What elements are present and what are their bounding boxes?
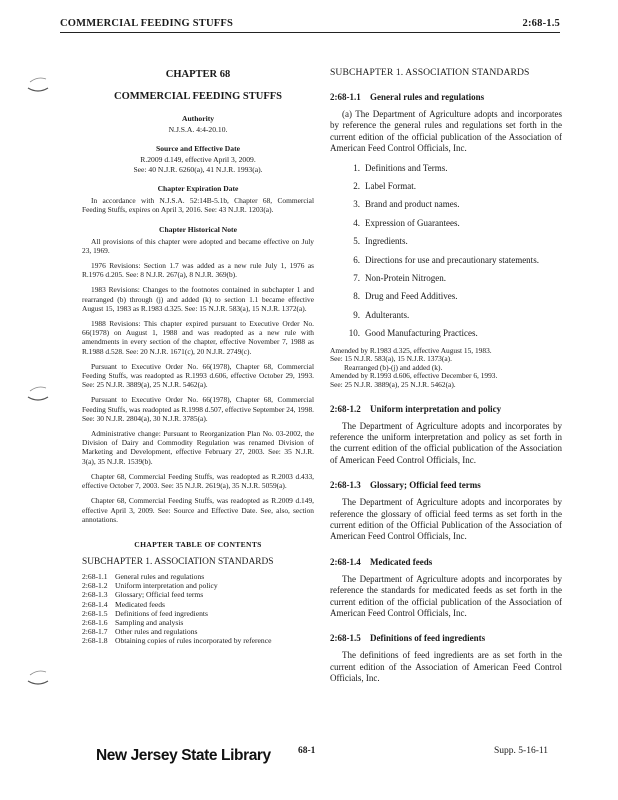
page-number: 68-1 xyxy=(298,746,316,756)
binder-mark-icon xyxy=(24,384,54,404)
toc-item xyxy=(82,590,314,599)
header-title: COMMERCIAL FEEDING STUFFS xyxy=(60,18,234,29)
toc-item xyxy=(82,609,314,618)
library-logo: New Jersey State Library xyxy=(96,747,271,764)
list-item-text: Non-Protein Nitrogen. xyxy=(365,272,446,283)
list-item xyxy=(344,328,562,339)
section-number: 2:68-1.3 xyxy=(330,480,361,491)
toc-item-title: Glossary; Official feed terms xyxy=(115,590,204,600)
toc-item-title: Sampling and analysis xyxy=(115,617,184,627)
history-heading: Chapter Historical Note xyxy=(159,224,237,234)
list-item-number: 9. xyxy=(353,309,360,320)
source-line: See: 40 N.J.R. 6260(a), 41 N.J.R. 1993(a). xyxy=(133,164,263,174)
toc-list xyxy=(82,572,314,646)
binder-mark-icon xyxy=(24,668,54,688)
running-header xyxy=(60,13,560,33)
right-column xyxy=(330,67,562,685)
list-item-number: 8. xyxy=(353,291,360,302)
list-item xyxy=(344,199,562,210)
left-column xyxy=(82,67,314,646)
header-citation: 2:68-1.5 xyxy=(522,18,560,29)
section-title: Uniform interpretation and policy xyxy=(370,403,502,414)
chapter-title: COMMERCIAL FEEDING STUFFS xyxy=(113,91,282,102)
toc-item-number: 2:68-1.6 xyxy=(82,617,108,627)
section-heading xyxy=(330,557,562,567)
list-item-number: 1. xyxy=(353,162,360,173)
list-item-text: Adulterants. xyxy=(365,309,410,320)
section-heading xyxy=(330,92,562,102)
amendment-line: See: 25 N.J.R. 3889(a), 25 N.J.R. 5462(a). xyxy=(330,379,456,389)
section-title: General rules and regulations xyxy=(370,92,485,102)
toc-item xyxy=(82,636,314,645)
section-text: (a) The Department of Agriculture adopts and incorporates by reference the general rules and regulations set forth in the current edition of the official publication of the Association of American Feed Control Officials, Inc. xyxy=(330,109,562,154)
history-paragraph: 1976 Revisions: Section 1.7 was added as a new rule July 1, 1976 as R.1976 d.205. See: 8 N.J.R. 267(a), 8 N.J.R. 369(b). xyxy=(82,261,314,280)
list-item-number: 10. xyxy=(348,328,360,339)
history-paragraph: Chapter 68, Commercial Feeding Stuffs, was readopted as R.2003 d.433, effective October 7, 2003. See: 35 N.J.R. 2619(a), 35 N.J.R. 5059(a). xyxy=(82,471,314,491)
toc-item-title: Definitions of feed ingredients xyxy=(115,608,208,618)
list-item-number: 3. xyxy=(353,199,360,210)
toc-item-number: 2:68-1.7 xyxy=(82,627,108,637)
list-item-text: Ingredients. xyxy=(365,236,408,247)
history-paragraph: 1983 Revisions: Changes to the footnotes contained in subchapter 1 and rearranged (b) through (j) and added (k) to section 1.1 became effective August 15, 1983 as R.1983 d.325. See: 15 N.J.R. 583(a), 15 N.J.R. 1372(a). xyxy=(82,285,314,313)
toc-item-number: 2:68-1.2 xyxy=(82,581,108,591)
chapter-number: CHAPTER 68 xyxy=(165,69,231,80)
toc-item-title: General rules and regulations xyxy=(115,571,205,581)
section-title: Medicated feeds xyxy=(370,556,433,567)
supplement-date: Supp. 5-16-11 xyxy=(494,746,549,756)
toc-item xyxy=(82,581,314,590)
section-text: The Department of Agriculture adopts and incorporates by reference the glossary of official feed terms as set forth in the current edition of the Official Publication of the Association of American Feed Control Officials, Inc. xyxy=(330,497,562,542)
toc-item xyxy=(82,600,314,609)
history-paragraph: Pursuant to Executive Order No. 66(1978), Chapter 68, Commercial Feeding Stuffs, was readopted as R.1993 d.606, effective October 29, 1993. See: 25 N.J.R. 3889(a), 25 N.J.R. 5462(a). xyxy=(82,361,314,390)
toc-item-number: 2:68-1.4 xyxy=(82,599,108,609)
history-paragraph: Administrative change: Pursuant to Reorganization Plan No. 03-2002, the Division of Dairy and Commodity Regulation was renamed Division of Marketing and Development, effective February 27, 2003. See: 35 N.J.R. 3(a), 35 N.J.R. 1539(b). xyxy=(82,429,314,466)
list-item-number: 4. xyxy=(353,217,360,228)
toc-item-number: 2:68-1.3 xyxy=(82,590,108,600)
list-item xyxy=(344,310,562,321)
toc-item xyxy=(82,627,314,636)
list-item-number: 6. xyxy=(353,254,360,265)
amendment-line: Amended by R.1993 d.606, effective December 6, 1993. xyxy=(330,371,498,381)
section-title: Definitions of feed ingredients xyxy=(370,633,486,644)
authority-heading: Authority xyxy=(181,114,215,123)
section-heading xyxy=(330,633,562,643)
toc-item-number: 2:68-1.5 xyxy=(82,608,108,618)
list-item-text: Label Format. xyxy=(365,181,416,192)
toc-item-title: Obtaining copies of rules incorporated by reference xyxy=(115,636,272,646)
section-heading xyxy=(330,404,562,414)
list-item xyxy=(344,181,562,192)
list-item-text: Definitions and Terms. xyxy=(365,162,448,173)
subchapter-heading: SUBCHAPTER 1. ASSOCIATION STANDARDS xyxy=(330,67,530,78)
section-number: 2:68-1.4 xyxy=(330,556,361,567)
toc-item-number: 2:68-1.8 xyxy=(82,636,108,646)
list-item xyxy=(344,273,562,284)
section-heading xyxy=(330,480,562,490)
amendment-note xyxy=(330,347,562,390)
section-text: The Department of Agriculture adopts and incorporates by reference the standards for medicated feeds as set forth in the current edition of the official publication of the Association of American Feed Control Officials, Inc. xyxy=(330,573,562,618)
list-item xyxy=(344,218,562,229)
history-paragraph: 1988 Revisions: This chapter expired pursuant to Executive Order No. 66(1978) on August 1, 1988 and was readopted as a new rule with amendments in every section of the chapter, effective November 7, 1988 as R.1988 d.528. See: 20 N.J.R. 1671(c), 20 N.J.R. 2749(c). xyxy=(82,319,314,356)
section-text: The definitions of feed ingredients are as set forth in the current edition of the Association of American Feed Control Officials, Inc. xyxy=(330,650,562,684)
list-item-number: 5. xyxy=(353,236,360,247)
section-number: 2:68-1.1 xyxy=(330,92,361,102)
toc-item-title: Uniform interpretation and policy xyxy=(115,581,218,591)
list-item xyxy=(344,255,562,266)
source-line: R.2009 d.149, effective April 3, 2009. xyxy=(140,155,256,165)
list-item-text: Directions for use and precautionary statements. xyxy=(365,254,539,265)
amendment-line: Amended by R.1983 d.325, effective August 15, 1983. xyxy=(330,345,492,355)
enumerated-list xyxy=(344,163,562,340)
section-text: The Department of Agriculture adopts and incorporates by reference the uniform interpretation and policy as set forth in the current edition of the official publication of the Association of American Feed Control Officials, Inc. xyxy=(330,420,562,465)
binder-mark-icon xyxy=(24,74,54,94)
list-item-number: 2. xyxy=(353,181,360,192)
list-item-text: Brand and product names. xyxy=(365,199,460,210)
history-paragraph: All provisions of this chapter were adopted and became effective on July 23, 1969. xyxy=(82,236,314,255)
list-item-text: Good Manufacturing Practices. xyxy=(365,328,478,339)
history-paragraph: Chapter 68, Commercial Feeding Stuffs, was readopted as R.2009 d.149, effective April 3, 2009. See: Source and Effective Date. See, also, section annotations. xyxy=(82,496,314,524)
section-title: Glossary; Official feed terms xyxy=(370,480,481,491)
toc-item-title: Other rules and regulations xyxy=(115,627,198,637)
list-item-text: Drug and Feed Additives. xyxy=(365,291,458,302)
list-item-number: 7. xyxy=(353,272,360,283)
toc-item xyxy=(82,572,314,581)
toc-item-title: Medicated feeds xyxy=(115,599,165,609)
section-number: 2:68-1.2 xyxy=(330,403,361,414)
expiration-text: In accordance with N.J.S.A. 52:14B-5.1b, Chapter 68, Commercial Feeding Stuffs, expires on April 3, 2016. See: 43 N.J.R. 1203(a). xyxy=(82,196,314,215)
toc-item xyxy=(82,618,314,627)
expiration-heading: Chapter Expiration Date xyxy=(157,184,239,194)
amendment-line: See: 15 N.J.R. 583(a), 15 N.J.R. 1373(a). xyxy=(330,354,452,364)
authority-text: N.J.S.A. 4:4-20.10. xyxy=(168,125,228,134)
list-item xyxy=(344,291,562,302)
list-item xyxy=(344,236,562,247)
toc-item-number: 2:68-1.1 xyxy=(82,571,108,581)
list-item xyxy=(344,163,562,174)
toc-heading: CHAPTER TABLE OF CONTENTS xyxy=(134,539,262,549)
toc-subchapter: SUBCHAPTER 1. ASSOCIATION STANDARDS xyxy=(82,556,274,567)
list-item-text: Expression of Guarantees. xyxy=(365,217,460,228)
history-paragraph: Pursuant to Executive Order No. 66(1978), Chapter 68, Commercial Feeding Stuffs, was readopted as R.1998 d.507, effective September 24, 1998. See: 30 N.J.R. 2804(a), 30 N.J.R. 3785(a). xyxy=(82,395,314,423)
source-heading: Source and Effective Date xyxy=(155,144,240,154)
amendment-line: Rearranged (b)-(j) and added (k). xyxy=(344,362,443,372)
section-number: 2:68-1.5 xyxy=(330,633,361,644)
